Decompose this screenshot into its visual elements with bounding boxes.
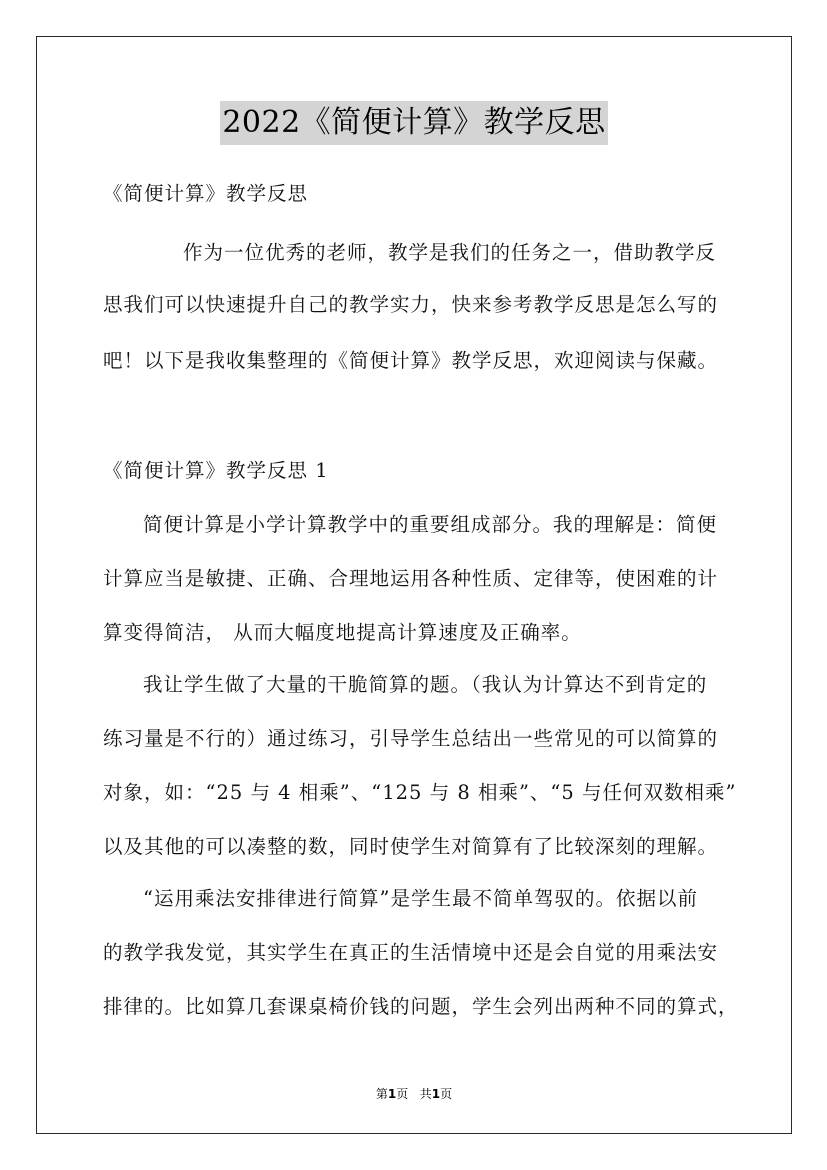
intro-line-2: 思我们可以快速提升自己的教学实力，快来参考教学反思是怎么写的 [103,293,719,316]
total-pages: 1 [431,1087,441,1101]
paragraph-2-line-3: 对象，如：“25 与 4 相乘”、“125 与 8 相乘”、“5 与任何双数相乘” [103,781,737,804]
page-footer [37,1085,791,1102]
intro-line-3: 吧！以下是我收集整理的《简便计算》教学反思，欢迎阅读与保藏。 [103,349,719,372]
title-container [37,101,791,145]
total-label-pre: 共 [419,1087,432,1101]
document-title: 2022《简便计算》教学反思 [220,101,607,145]
paragraph-1-line-2: 计算应当是敏捷、正确、合理地运用各种性质、定律等，使困难的计 [103,567,719,590]
subtitle-text: 《简便计算》教学反思 [103,182,309,205]
page-label-post: 页 [396,1087,409,1101]
paragraph-2-line-1: 我让学生做了大量的干脆简算的题。（我认为计算达不到肯定的 [143,673,708,696]
paragraph-3-line-3: 排律的。比如算几套课桌椅价钱的问题，学生会列出两种不同的算式， [103,995,739,1018]
paragraph-2-line-4: 以及其他的可以凑整的数，同时使学生对简算有了比较深刻的理解。 [103,835,719,858]
paragraph-1-line-1: 简便计算是小学计算教学中的重要组成部分。我的理解是：简便 [143,513,718,536]
paragraph-2-line-2: 练习量是不行的）通过练习，引导学生总结出一些常见的可以简算的 [103,727,719,750]
intro-line-1: 作为一位优秀的老师，教学是我们的任务之一，借助教学反 [183,241,717,264]
document-page [36,36,792,1134]
paragraph-3-line-2: 的教学我发觉，其实学生在真正的生活情境中还是会自觉的用乘法安 [103,941,719,964]
page-number: 1 [387,1087,397,1101]
paragraph-1-line-3: 算变得简洁， 从而大幅度地提高计算速度及正确率。 [103,621,582,644]
paragraph-3-line-1: “运用乘法安排律进行简算”是学生最不简单驾驭的。依据以前 [143,887,698,910]
page-label-pre: 第 [375,1087,388,1101]
total-label-post: 页 [440,1087,453,1101]
section-heading-text: 《简便计算》教学反思 1 [103,459,329,482]
